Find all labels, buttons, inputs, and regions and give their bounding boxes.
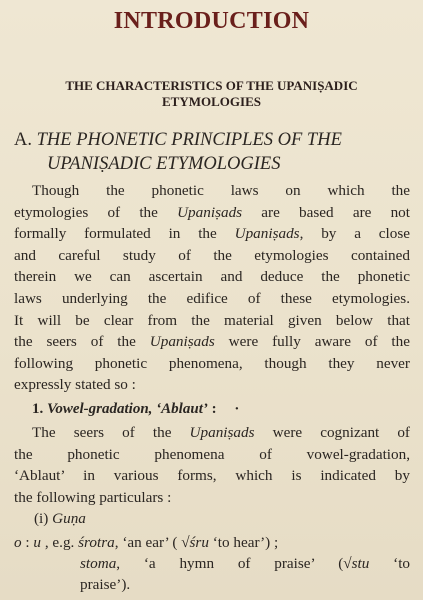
subitem-guna (34, 509, 86, 529)
paragraph-vowel-gradation (14, 422, 410, 508)
bullet-mark: · (234, 401, 240, 417)
paragraph-line: therein we can ascertain and deduce the phonetic (14, 268, 410, 286)
example-line: praise’). (80, 576, 131, 593)
subsection-letter: A. (14, 130, 32, 150)
subitem-term: Guṇa (52, 510, 86, 527)
section-heading-line-2: ETYMOLOGIES (162, 94, 261, 109)
example-block (14, 532, 410, 595)
subsection-title-part-2: UPANIṢADIC ETYMOLOGIES (47, 154, 281, 174)
chapter-title: INTRODUCTION (113, 8, 310, 34)
example-line: stoma, ‘a hymn of praise’ (√stu ‘to (80, 555, 411, 572)
paragraph-line: the following particulars : (14, 488, 172, 506)
paragraph-line: the phonetic phenomena of vowel-gradation, (14, 445, 410, 463)
paragraph-line: following phonetic phenomena, though they never (14, 354, 410, 372)
paragraph-line: Though the phonetic laws on which the (32, 182, 410, 199)
paragraph-line: etymologies of the Upaniṣads are based are not (14, 203, 410, 221)
subsection-heading (14, 128, 414, 176)
paragraph-line: expressly stated so : (14, 376, 136, 394)
paragraph-line: The seers of the Upaniṣads were cognizant of (32, 424, 410, 441)
paragraph-line: laws underlying the edifice of these etymologies. (14, 289, 410, 307)
paragraph-line: and careful study of the etymologies contained (14, 246, 410, 264)
section-heading-line-1: THE CHARACTERISTICS OF THE UPANIṢADIC (65, 78, 358, 93)
paragraph-line: the seers of the Upaniṣads were fully aware of the (14, 333, 410, 351)
paragraph-line: It will be clear from the material given below that (14, 311, 410, 329)
subitem-label: (i) (34, 510, 53, 527)
item-title: Vowel-gradation, ‘Ablaut’ (47, 401, 208, 417)
section-heading (20, 78, 403, 110)
item-number: 1. (32, 401, 44, 417)
paragraph-line: formally formulated in the Upaniṣads, by a close (14, 225, 411, 243)
item-colon: : (211, 401, 217, 417)
subsection-title-part-1: THE PHONETIC PRINCIPLES OF THE (36, 130, 342, 150)
item-heading-vowel-gradation (32, 399, 239, 419)
paragraph-line: ‘Ablaut’ in various forms, which is indicated by (14, 467, 410, 485)
paragraph-phonetic-laws (14, 180, 410, 396)
example-line: o : u , e.g. śrotra, ‘an ear’ ( √śru ‘to hear’) ; (14, 534, 279, 551)
subsection-heading-line-1 (14, 128, 414, 152)
